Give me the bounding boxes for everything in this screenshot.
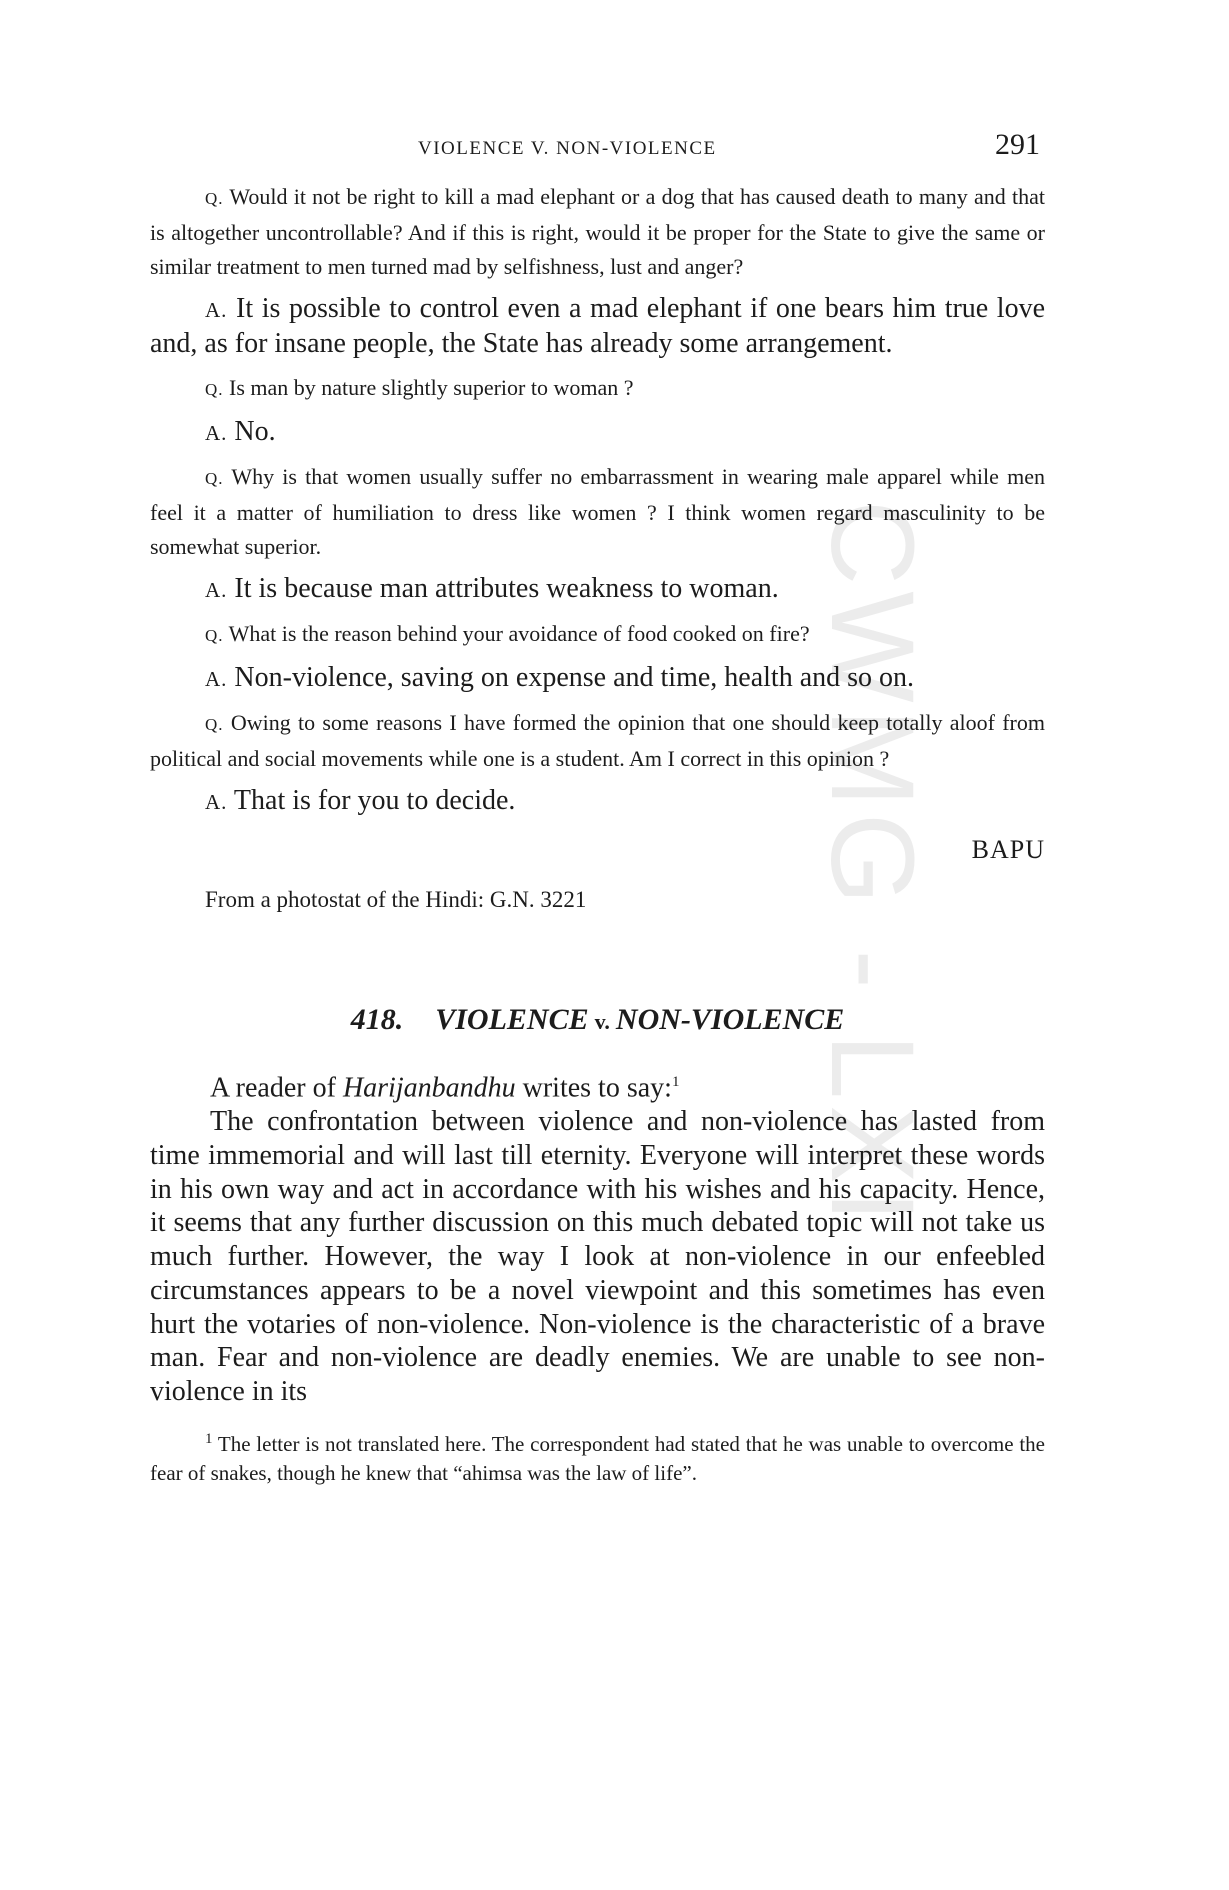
source-note: From a photostat of the Hindi: G.N. 3221 [205, 887, 587, 912]
question-label: Q. [205, 469, 224, 488]
page-content [150, 180, 1045, 1488]
signature: BAPU [971, 835, 1045, 864]
answer-label: A. [205, 790, 228, 814]
answer-4 [150, 661, 1045, 696]
answer-label: A. [205, 298, 228, 322]
answer-label: A. [205, 421, 228, 445]
answer-text: It is because man attributes weakness to woman. [234, 573, 779, 604]
question-text: Owing to some reasons I have formed the opinion that one should keep totally aloof from political and social movements while one is a student. Am I correct in this opinion ? [150, 710, 1045, 771]
question-5 [150, 706, 1045, 776]
question-3 [150, 460, 1045, 564]
question-2 [150, 371, 1045, 407]
answer-1 [150, 292, 1045, 361]
answer-2 [150, 415, 1045, 450]
question-label: Q. [205, 715, 224, 734]
intro-prefix: A reader of [210, 1072, 343, 1104]
answer-label: A. [205, 578, 228, 602]
question-1 [150, 180, 1045, 284]
section-title-part2: NON-VIOLENCE [615, 1003, 845, 1036]
answer-text: It is possible to control even a mad elephant if one bears him true love and, as for insane people, the State has already some arrangement. [150, 293, 1046, 359]
question-label: Q. [205, 626, 224, 645]
letter-paragraph: The confrontation between violence and non-violence has lasted from time immemorial and will last till eternity. Everyone will interpret these words in his own way and act in accordance with his wishes and his capacity. Hence, it seems that any further discussion on this much debated topic will not take us much further. However, the way I look at non-violence in our enfeebled circumstances appears to be a novel viewpoint and this sometimes has even hurt the votaries of non-violence. Non-violence is the characteristic of a brave man. Fear and non-violence are deadly enemies. We are unable to see non-violence in its [150, 1106, 1045, 1407]
question-4 [150, 617, 1045, 653]
answer-label: A. [205, 667, 228, 691]
watermark: CWMG - LXI [806, 500, 938, 1229]
intro-paragraph [150, 1065, 1045, 1105]
question-text: Why is that women usually suffer no embarrassment in wearing male apparel while men feel it a matter of humiliation to dress like women ? I think women regard masculinity to be somewhat superior. [150, 464, 1045, 559]
footnote-text: The letter is not translated here. The correspondent had stated that he was unable to overcome the fear of snakes, though he knew that “ahimsa was the law of life”. [150, 1431, 1045, 1485]
question-text: Is man by nature slightly superior to woman ? [229, 375, 634, 400]
question-text: Would it not be right to kill a mad elephant or a dog that has caused death to many and that is altogether uncontrollable? And if this is right, would it be proper for the State to give the same or similar treatment to men turned mad by selfishness, lust and anger? [150, 184, 1045, 279]
section-title-v: v. [594, 1009, 610, 1034]
page-number: 291 [995, 128, 1040, 161]
running-head: VIOLENCE V. NON-VIOLENCE [418, 138, 717, 159]
question-text: What is the reason behind your avoidance of food cooked on fire? [228, 621, 810, 646]
publication-name: Harijanbandhu [342, 1072, 516, 1104]
footnote-mark: 1 [671, 1074, 680, 1090]
intro-suffix: writes to say: [515, 1072, 672, 1104]
answer-text: That is for you to decide. [233, 785, 516, 816]
section-title-part1: VIOLENCE [435, 1003, 589, 1036]
answer-3 [150, 572, 1045, 607]
answer-text: No. [234, 416, 276, 447]
section-number: 418. [350, 1003, 404, 1036]
page-header [150, 128, 1040, 168]
question-label: Q. [205, 189, 224, 208]
answer-text: Non-violence, saving on expense and time, health and so on. [234, 662, 915, 693]
question-label: Q. [205, 380, 224, 399]
section-heading [150, 1003, 1045, 1037]
answer-5 [150, 784, 1045, 819]
footnote-number: 1 [205, 1430, 213, 1447]
footnote [150, 1425, 1045, 1488]
